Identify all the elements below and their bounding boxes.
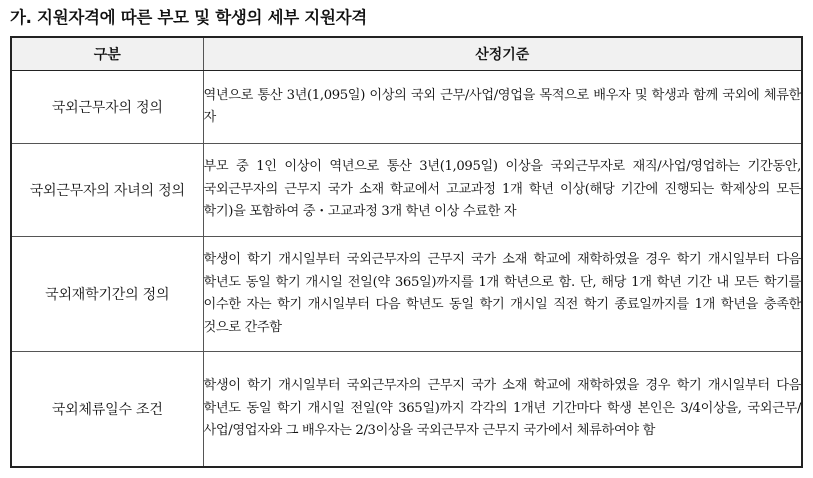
- section-title: 가. 지원자격에 따른 부모 및 학생의 세부 지원자격: [10, 8, 367, 27]
- row-criteria-overseas-worker-definition: 역년으로 통산 3년(1,095일) 이상의 국외 근무/사업/영업을 목적으로 배우자 및 학생과 함께 국외에 체류한 자: [203, 71, 802, 144]
- table-header-row: [11, 37, 802, 71]
- table-row: [11, 352, 802, 468]
- row-label-overseas-worker-definition: 국외근무자의 정의: [11, 71, 203, 144]
- header-category: 구분: [11, 37, 203, 71]
- row-label-worker-child-definition: 국외근무자의 자녀의 정의: [11, 144, 203, 237]
- table-row: [11, 237, 802, 352]
- row-criteria-worker-child-definition: 부모 중 1인 이상이 역년으로 통산 3년(1,095일) 이상을 국외근무자로 재직/사업/영업하는 기간동안, 국외근무자의 근무지 국가 소재 학교에서 고교과정 1개 학년 이상(해당 기간에 진행되는 학제상의 모든 학기)을 포함하여 중・고교과정 3개 학년 이상 수료한 자: [203, 144, 802, 237]
- row-label-overseas-stay-days: 국외체류일수 조건: [11, 352, 203, 468]
- row-criteria-overseas-stay-days: 학생이 학기 개시일부터 국외근무자의 근무지 국가 소재 학교에 재학하였을 경우 학기 개시일부터 다음 학년도 동일 학기 개시일 전일(약 365일)까지 각각의 1개년 기간마다 학생 본인은 3/4이상을, 국외근무/사업/영업자와 그 배우자는 2/3이상을 국외근무자 근무지 국가에서 체류하여야 함: [203, 352, 802, 468]
- table-row: [11, 144, 802, 237]
- table-row: [11, 71, 802, 144]
- row-label-overseas-enrollment-period: 국외재학기간의 정의: [11, 237, 203, 352]
- header-criteria: 산정기준: [203, 37, 802, 71]
- eligibility-criteria-table: [10, 36, 803, 468]
- row-criteria-overseas-enrollment-period: 학생이 학기 개시일부터 국외근무자의 근무지 국가 소재 학교에 재학하였을 경우 학기 개시일부터 다음 학년도 동일 학기 개시일 전일(약 365일)까지를 1개 학년으로 함. 단, 해당 1개 학년 기간 내 모든 학기를 이수한 자는 학기 개시일부터 다음 학년도 동일 학기 개시일 직전 학기 종료일까지를 1개 학년을 충족한 것으로 간주함: [203, 237, 802, 352]
